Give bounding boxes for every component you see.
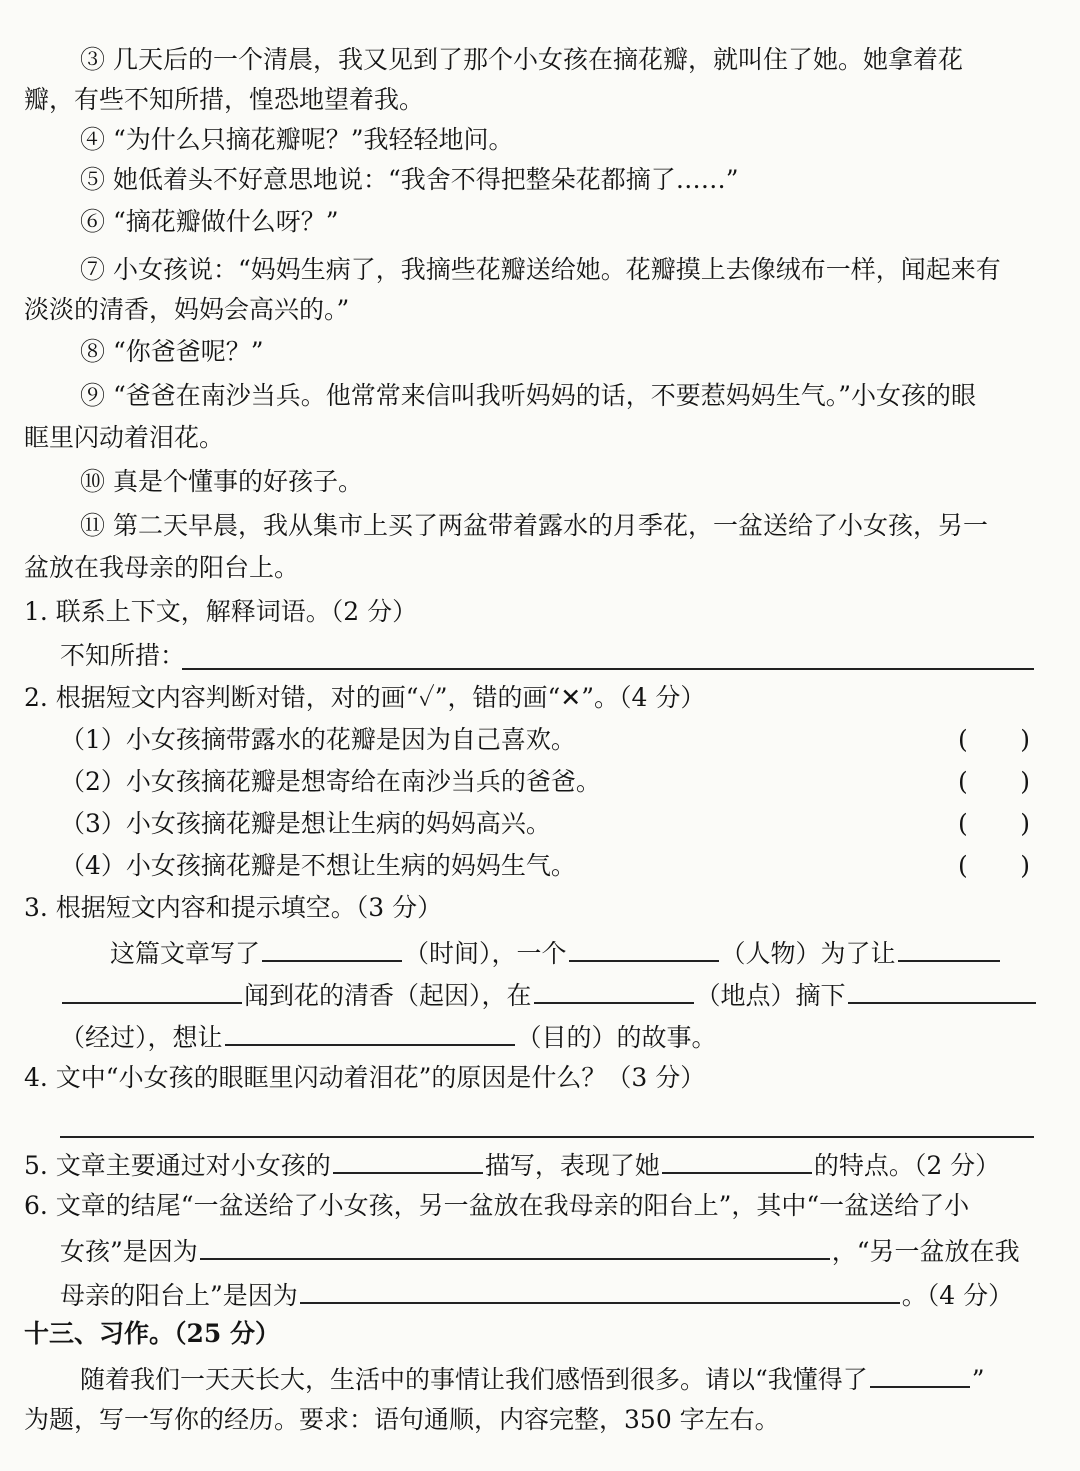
passage-p11-line2: 盆放在我母亲的阳台上。 <box>24 553 300 582</box>
section-13-line-1: 随着我们一天天长大，生活中的事情让我们感悟到很多。请以“我懂得了 ” <box>80 1360 1080 1396</box>
passage-p4: ④ “为什么只摘花瓣呢？”我轻轻地问。 <box>80 125 514 154</box>
question-3-title: 3. 根据短文内容和提示填空。（3 分） <box>24 893 443 922</box>
question-2-item-2: （2）小女孩摘花瓣是想寄给在南沙当兵的爸爸。 <box>60 767 601 796</box>
question-6-line-3: 母亲的阳台上”是因为 。（4 分） <box>60 1276 1080 1312</box>
blank-target[interactable] <box>898 934 1000 962</box>
passage-p10: ⑩ 真是个懂事的好孩子。 <box>80 467 363 496</box>
passage-p9-line2: 眶里闪动着泪花。 <box>24 423 225 452</box>
passage-p7-line2: 淡淡的清香，妈妈会高兴的。” <box>24 295 350 324</box>
passage-p9-line1: ⑨ “爸爸在南沙当兵。他常常来信叫我听妈妈的话，不要惹妈妈生气。”小女孩的眼 <box>80 381 977 410</box>
blank-reason-1[interactable] <box>200 1232 830 1260</box>
blank-process[interactable] <box>848 976 1036 1004</box>
passage-p3-line1: ③ 几天后的一个清晨，我又见到了那个小女孩在摘花瓣，就叫住了她。她拿着花 <box>80 45 963 74</box>
passage-p11-line1: ⑪ 第二天早晨，我从集市上买了两盆带着露水的月季花，一盆送给了小女孩，另一 <box>80 511 988 540</box>
question-3-line-3: （经过），想让 （目的）的故事。 <box>60 1018 1080 1054</box>
section-13-title: 十三、习作。（25 分） <box>24 1319 280 1348</box>
question-3-line-2: 闻到花的清香（起因），在 （地点）摘下 <box>60 976 1080 1012</box>
blank-purpose[interactable] <box>225 1018 515 1046</box>
answer-paren-q2-4[interactable]: ( ) <box>958 851 1030 880</box>
question-2-title: 2. 根据短文内容判断对错，对的画“✓”，错的画“✕”。（4 分） <box>24 683 706 712</box>
passage-p7-line1: ⑦ 小女孩说：“妈妈生病了，我摘些花瓣送给她。花瓣摸上去像绒布一样，闻起来有 <box>80 255 1001 284</box>
passage-p3-line2: 瓣，有些不知所措，惶恐地望着我。 <box>24 85 425 114</box>
blank-time[interactable] <box>262 934 402 962</box>
question-4-title: 4. 文中“小女孩的眼眶里闪动着泪花”的原因是什么？（3 分） <box>24 1063 706 1092</box>
answer-paren-q2-2[interactable]: ( ) <box>958 767 1030 796</box>
question-5-line: 5. 文章主要通过对小女孩的 描写，表现了她 的特点。（2 分） <box>24 1146 1080 1182</box>
question-2-item-1: （1）小女孩摘带露水的花瓣是因为自己喜欢。 <box>60 725 576 754</box>
question-1-title: 1. 联系上下文，解释词语。（2 分） <box>24 597 418 626</box>
blank-description[interactable] <box>333 1146 483 1174</box>
section-13-line-2: 为题，写一写你的经历。要求：语句通顺，内容完整，350 字左右。 <box>24 1405 780 1434</box>
question-2-item-4: （4）小女孩摘花瓣是不想让生病的妈妈生气。 <box>60 851 576 880</box>
question-6-line-1: 6. 文章的结尾“一盆送给了小女孩，另一盆放在我母亲的阳台上”，其中“一盆送给了小 <box>24 1191 970 1220</box>
passage-p6: ⑥ “摘花瓣做什么呀？” <box>80 207 339 236</box>
answer-paren-q2-3[interactable]: ( ) <box>958 809 1030 838</box>
answer-line-q1[interactable] <box>182 668 1034 670</box>
blank-reason-2[interactable] <box>300 1276 900 1304</box>
blank-trait[interactable] <box>662 1146 812 1174</box>
question-6-line-2: 女孩”是因为 ，“另一盆放在我 <box>60 1232 1080 1268</box>
question-1-label: 不知所措： <box>60 641 186 670</box>
blank-target-cont[interactable] <box>62 976 242 1004</box>
passage-p5: ⑤ 她低着头不好意思地说：“我舍不得把整朵花都摘了……” <box>80 165 739 194</box>
answer-line-q4[interactable] <box>60 1136 1034 1138</box>
question-2-item-3: （3）小女孩摘花瓣是想让生病的妈妈高兴。 <box>60 809 551 838</box>
question-3-line-1: 这篇文章写了 （时间），一个 （人物）为了让 <box>110 934 1080 970</box>
blank-place[interactable] <box>534 976 694 1004</box>
answer-paren-q2-1[interactable]: ( ) <box>958 725 1030 754</box>
blank-person[interactable] <box>569 934 719 962</box>
passage-p8: ⑧ “你爸爸呢？” <box>80 337 264 366</box>
blank-essay-title[interactable] <box>870 1360 970 1388</box>
